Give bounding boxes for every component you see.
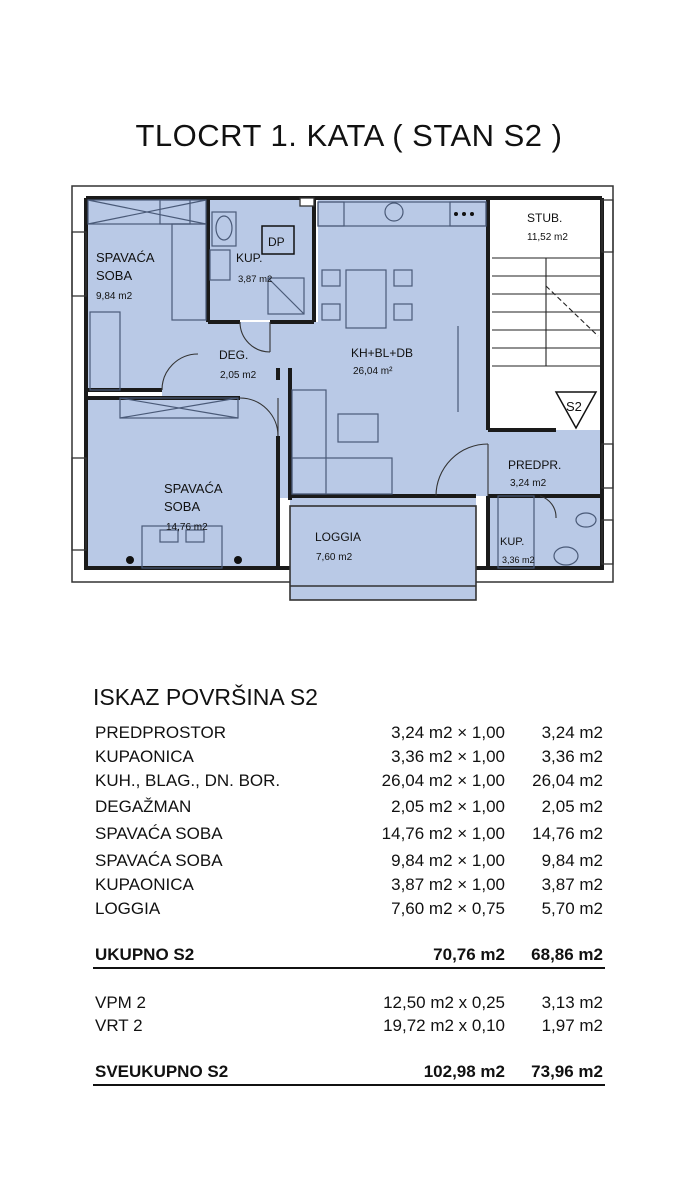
room-label: KH+BL+DB	[351, 346, 414, 360]
room-area: 11,52 m2	[527, 232, 568, 243]
row-result: 2,05 m2	[541, 797, 603, 816]
summary-title: ISKAZ POVRŠINA S2	[93, 684, 318, 710]
summary-row	[93, 1016, 605, 1038]
row-calc: 26,04 m2 × 1,00	[381, 771, 505, 790]
row-result: 3,24 m2	[541, 723, 603, 742]
row-calc: 14,76 m2 × 1,00	[381, 824, 505, 843]
row-name: PREDPROSTOR	[95, 723, 226, 742]
room-area: 2,05 m2	[220, 370, 257, 381]
row-name: KUPAONICA	[95, 747, 194, 766]
grand-total-name: SVEUKUPNO S2	[95, 1062, 229, 1081]
summary-row	[93, 875, 605, 897]
summary-row	[93, 723, 605, 745]
summary-row	[93, 899, 605, 921]
grand-total-divider	[93, 1084, 605, 1086]
summary-row	[93, 824, 605, 846]
room-area: 3,36 m2	[502, 555, 535, 565]
total-row	[93, 945, 605, 967]
grand-total-result: 73,96 m2	[531, 1062, 603, 1081]
room-label: DEG.	[219, 348, 249, 362]
room-area: 14,76 m2	[166, 522, 208, 533]
room-label: SPAVAĆA	[164, 481, 223, 496]
room-label: DP	[268, 235, 285, 249]
row-calc: 19,72 m2 x 0,10	[383, 1016, 505, 1035]
row-name: VRT 2	[95, 1016, 143, 1035]
row-name: SPAVAĆA SOBA	[95, 851, 223, 870]
row-result: 1,97 m2	[541, 1016, 603, 1035]
grand-total-calc: 102,98 m2	[423, 1062, 505, 1081]
room-area: 26,04 m²	[353, 366, 393, 377]
room-area: 9,84 m2	[96, 291, 133, 302]
summary-row	[93, 993, 605, 1015]
room-label: PREDPR.	[508, 458, 562, 472]
total-calc: 70,76 m2	[433, 945, 505, 964]
row-calc: 2,05 m2 × 1,00	[391, 797, 505, 816]
row-calc: 3,24 m2 × 1,00	[391, 723, 505, 742]
stair-mark: S2	[566, 399, 582, 414]
row-calc: 12,50 m2 x 0,25	[383, 993, 505, 1012]
summary-row	[93, 771, 605, 793]
summary-row	[93, 747, 605, 769]
row-name: LOGGIA	[95, 899, 161, 918]
total-name: UKUPNO S2	[95, 945, 195, 964]
row-name: SPAVAĆA SOBA	[95, 824, 223, 843]
row-result: 14,76 m2	[532, 824, 603, 843]
room-label: SOBA	[164, 499, 201, 514]
room-area: 3,87 m2	[238, 274, 273, 285]
room-area: 3,24 m2	[510, 478, 547, 489]
row-result: 3,36 m2	[541, 747, 603, 766]
row-calc: 3,87 m2 × 1,00	[391, 875, 505, 894]
row-result: 3,13 m2	[541, 993, 603, 1012]
row-result: 26,04 m2	[532, 771, 603, 790]
room-label: KUP.	[236, 251, 263, 265]
row-name: VPM 2	[95, 993, 147, 1012]
row-name: DEGAŽMAN	[95, 797, 192, 816]
page-title: TLOCRT 1. KATA ( STAN S2 )	[135, 118, 563, 153]
row-result: 5,70 m2	[541, 899, 603, 918]
room-label: SOBA	[96, 268, 133, 283]
row-calc: 7,60 m2 × 0,75	[391, 899, 505, 918]
row-result: 3,87 m2	[541, 875, 603, 894]
grand-total-row	[93, 1062, 605, 1084]
room-label: SPAVAĆA	[96, 250, 155, 265]
room-area: 7,60 m2	[316, 552, 353, 563]
row-name: KUPAONICA	[95, 875, 194, 894]
total-result: 68,86 m2	[531, 945, 603, 964]
room-label: LOGGIA	[315, 530, 362, 544]
row-calc: 9,84 m2 × 1,00	[391, 851, 505, 870]
summary-row	[93, 797, 605, 819]
room-label: STUB.	[527, 211, 563, 225]
row-calc: 3,36 m2 × 1,00	[391, 747, 505, 766]
room-label: KUP.	[500, 536, 525, 548]
row-result: 9,84 m2	[541, 851, 603, 870]
row-name: KUH., BLAG., DN. BOR.	[95, 771, 281, 790]
summary-row	[93, 851, 605, 873]
total-divider	[93, 967, 605, 969]
